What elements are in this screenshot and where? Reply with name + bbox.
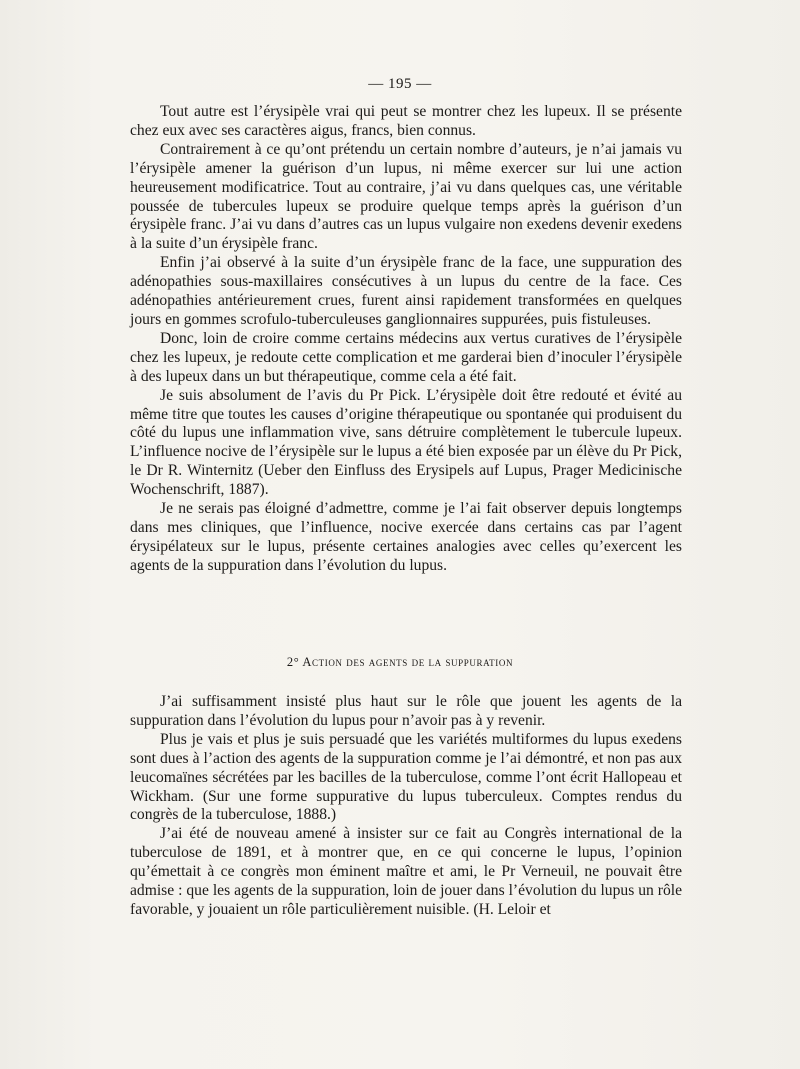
paragraph: Tout autre est l’érysipèle vrai qui peut se montrer chez les lupeux. Il se présente chez eux avec ses caractères aigus, francs, bien connus. [130,103,682,139]
paragraph: Je suis absolument de l’avis du Pr Pick. L’érysipèle doit être redouté et évité au même titre que toutes les causes d’origine thérapeutique ou spontanée qui produisent du côté du lupus une inflammation vive, sans détruire complètement le tubercule lupeux. L’influence nocive de l’érysipèle sur le lupus a été bien exposée par un élève du Pr Pick, le Dr R. Winternitz (Ueber den Einfluss des Erysipels auf Lupus, Prager Medicinische Wochenschrift, 1887). [130,386,682,499]
body-text-top [130,103,682,576]
paragraph: Plus je vais et plus je suis persuadé que les variétés multiformes du lupus exedens sont dues à l’action des agents de la suppuration comme je l’ai démontré, et non pas aux leucomaïnes sécrétées par les bacilles de la tuberculose, comme l’ont écrit Hallopeau et Wickham. (Sur une forme suppurative du lupus tuberculeux. Comptes rendus du congrès de la tuberculose, 1888.) [130,730,682,824]
paragraph: Je ne serais pas éloigné d’admettre, comme je l’ai fait observer depuis longtemps dans mes cliniques, que l’influence, nocive exercée dans certains cas par l’agent érysipélateux sur le lupus, présente certaines analogies avec celles qu’exercent les agents de la suppuration dans l’évolution du lupus. [130,500,682,574]
paragraph: J’ai suffisamment insisté plus haut sur le rôle que jouent les agents de la suppuration dans l’évolution du lupus pour n’avoir pas à y revenir. [130,693,682,729]
paragraph: Contrairement à ce qu’ont prétendu un certain nombre d’auteurs, je n’ai jamais vu l’érysipèle amener la guérison d’un lupus, ni même exercer sur lui une action heureusement modificatrice. Tout au contraire, j’ai vu dans quelques cas, une véritable poussée de tubercules lupeux se produire quelque temps après la guérison d’un érysipèle franc. J’ai vu dans d’autres cas un lupus vulgaire non exedens devenir exedens à la suite d’un érysipèle franc. [130,140,682,253]
page-number: — 195 — [368,76,432,92]
section-heading: 2° Action des agents de la suppuration [286,655,514,669]
paragraph: Donc, loin de croire comme certains médecins aux vertus curatives de l’érysipèle chez les lupeux, je redoute cette complication et me garderai bien d’inoculer l’érysipèle à des lupeux dans un but thérapeutique, comme cela a été fait. [130,329,682,385]
body-text-bottom [130,693,682,920]
paragraph: Enfin j’ai observé à la suite d’un érysipèle franc de la face, une suppuration des adénopathies sous-maxillaires consécutives à un lupus du centre de la face. Ces adénopathies antérieurement crues, furent ainsi rapidement transformées en quelques jours en gommes scrofulo-tuberculeuses ganglionnaires suppurées, puis fistuleuses. [130,254,682,328]
paragraph: J’ai été de nouveau amené à insister sur ce fait au Congrès international de la tuberculose de 1891, et à montrer que, en ce qui concerne le lupus, l’opinion qu’émettait à ce congrès mon éminent maître et ami, le Pr Verneuil, ne pouvait être admise : que les agents de la suppuration, loin de jouer dans l’évolution du lupus un rôle favorable, y jouaient un rôle particulièrement nuisible. (H. Leloir et [130,825,682,918]
